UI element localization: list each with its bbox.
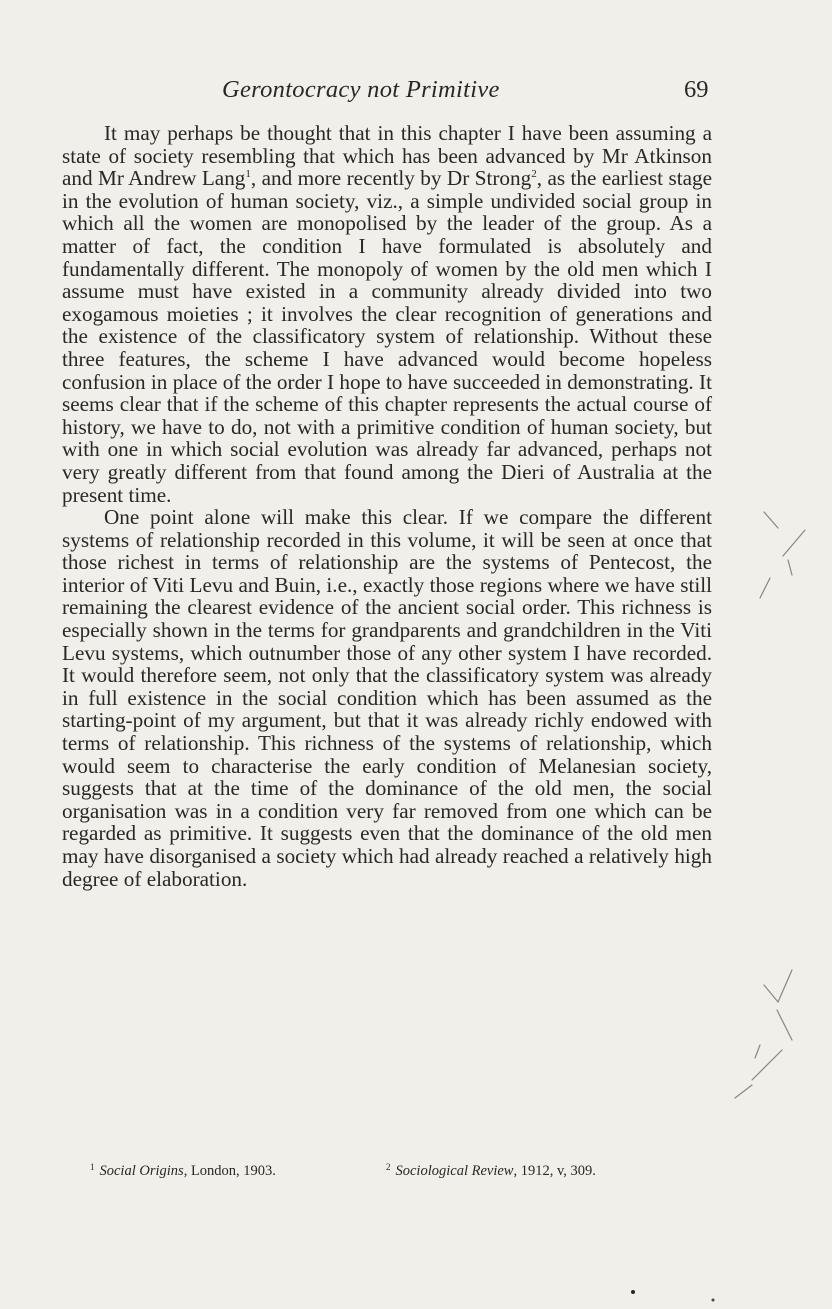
ink-speck (631, 1290, 635, 1294)
footnote-ref-1: 1 (245, 168, 251, 181)
footnote-1-mark: 1 (90, 1162, 95, 1172)
footnote-2-title: Sociological Review (395, 1163, 514, 1179)
running-title: Gerontocracy not Primitive (222, 76, 500, 103)
paragraph-1-lead: It may perhaps be thought that in this chapter I have been assuming a state of society resembling that which has been advanced by Mr Atkinson and Mr Andrew Lang (62, 121, 712, 191)
pencil-mark (764, 512, 778, 528)
pencil-mark (778, 970, 792, 1002)
paragraph-1-rest: , as the earliest stage in the evolution of human society, viz., a simple undivided social group in which all the women are monopolised by the leader of the group. As a matter of fact, the condition I have formulated is absolutely and fundamentally different. The monopoly of women by the old men which I assume must have existed in a community already divided into two exogamous moieties ; it involves the clear recognition of generations and the existence of the classificatory system of relationship. Without these three features, the scheme I have advanced would become hopeless confusion in place of the order I hope to have succeeded in demonstrating. It seems clear that if the scheme of this chapter represents the actual course of history, we have to do, not with a primitive condition of human society, but with one in which social evolution was already far advanced, perhaps not very greatly different from that found among the Dieri of Australia at the present time. (62, 166, 712, 507)
page-number: 69 (684, 76, 709, 103)
footnote-ref-2: 2 (531, 168, 537, 181)
footnote-1-details: , London, 1903. (183, 1163, 276, 1179)
paragraph-1-mid: , and more recently by Dr Strong (250, 166, 532, 191)
pencil-mark (760, 578, 770, 598)
pencil-mark (764, 985, 778, 1002)
footnote-1-title: Social Origins (99, 1163, 184, 1179)
footnote-2-mark: 2 (386, 1162, 391, 1172)
paragraph-2: One point alone will make this clear. If we compare the different systems of relationship recorded in this volume, it will be seen at once that those richest in terms of relationship are the systems of Pentecost, the interior of Viti Levu and Buin, i.e., exactly those regions where we have still remaining the clearest evidence of the ancient social order. This richness is especially shown in the terms for grandparents and grandchildren in the Viti Levu systems, which outnumber those of any other system I have recorded. It would therefore seem, not only that the classificatory system was already in full existence in the social condition which has been assumed as the starting-point of my argument, but that it was already richly endowed with terms of relationship. This richness of the systems of relationship, which would seem to characterise the early condition of Melanesian society, suggests that at the time of the dominance of the old men, the social organisation was in a condition very far removed from one which can be regarded as primitive. It suggests even that the dominance of the old men may have disorganised a society which had already reached a relatively high degree of elaboration. (62, 505, 712, 891)
pencil-mark (788, 560, 792, 575)
pencil-mark (755, 1045, 760, 1058)
pencil-mark (735, 1085, 752, 1098)
pencil-mark (783, 530, 805, 556)
pencil-mark (777, 1010, 792, 1040)
footnote-2-details: , 1912, v, 309. (513, 1163, 596, 1179)
ink-speck (712, 1299, 715, 1302)
